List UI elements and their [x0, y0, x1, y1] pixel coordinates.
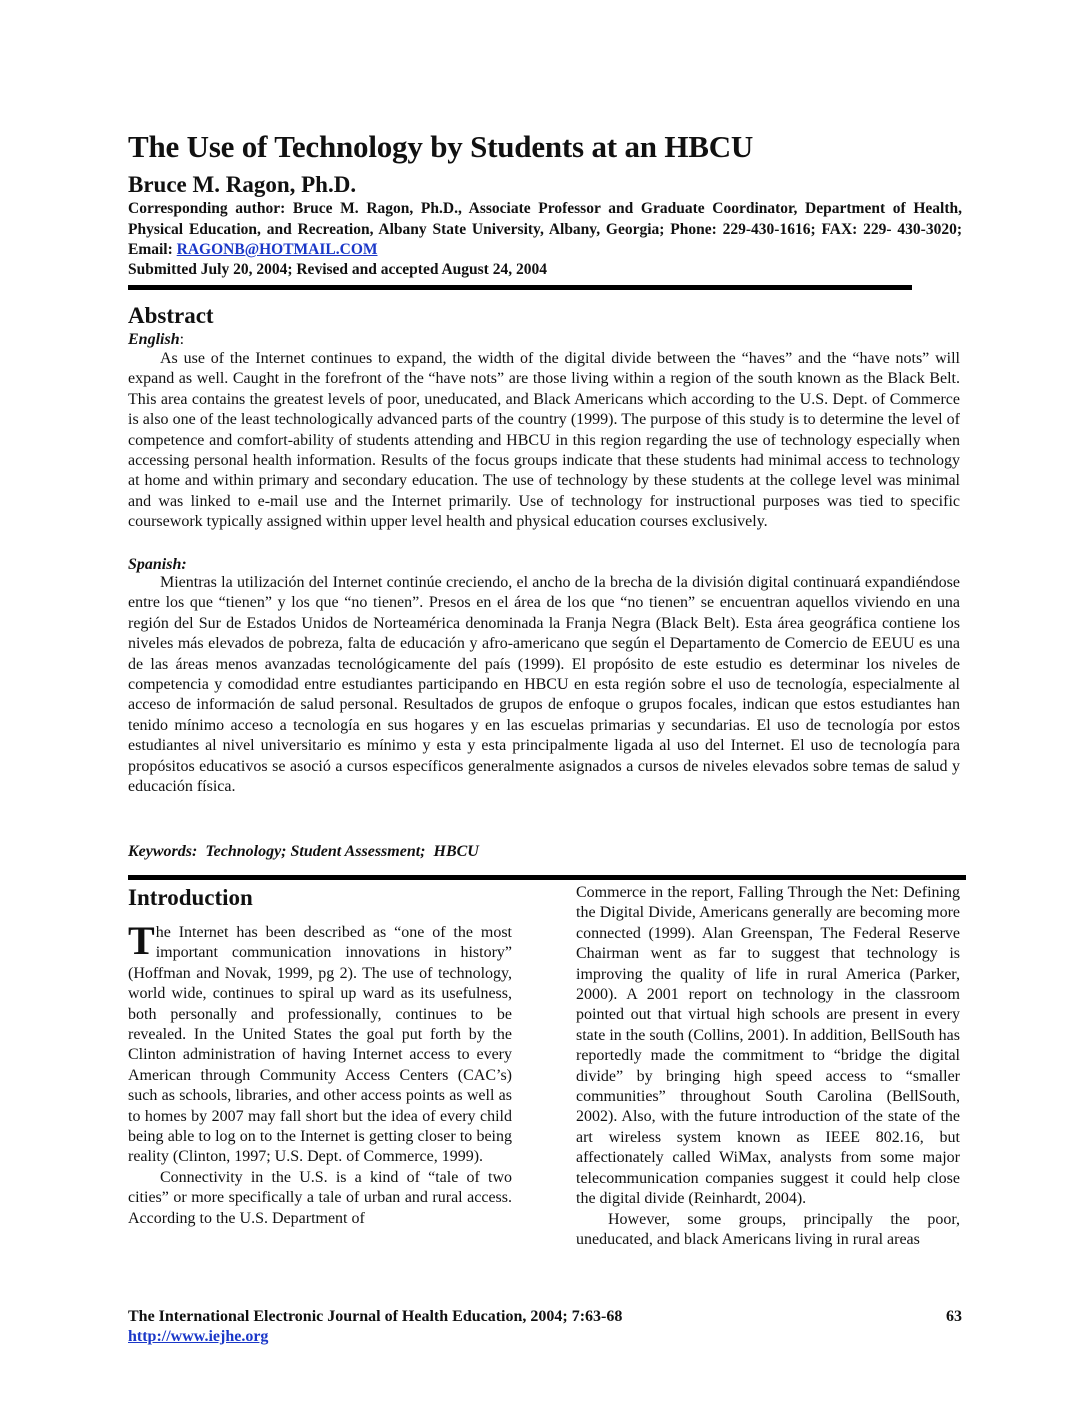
abstract-english: As use of the Internet continues to expand, the width of the digital divide between the “haves” and the “have nots” will expand as well. Caught in the forefront of the “have nots” are those living within a region of the south known as the Black Belt. This area contains the greatest levels of poor, uneducated, and Black Americans which according to the U.S. Dept. of Commerce is also one of the least technologically advanced parts of the country (1999). The purpose of this study is to determine the level of competence and comfort-ability of students attending and HBCU in this region regarding the use of technology especially when accessing personal health information. Results of the focus groups indicate that these students had minimal access to technology at home and within primary and secondary education. The use of technology by these students at the college level was minimal and was linked to e-mail use and the Internet primarily. Use of technology for instructional purposes was tied to specific coursework typically assigned within upper level health and physical education courses exclusively.	[128, 350, 960, 531]
author-email-link[interactable]: RAGONB@HOTMAIL.COM	[176, 241, 378, 258]
english-label-colon: :	[179, 331, 185, 348]
intro-paragraph-2: Connectivity in the U.S. is a kind of “tale of two cities” or more specifically a tale of urban and rural access. According to the U.S. Department of	[128, 1168, 512, 1227]
journal-url-link[interactable]: http://www.iejhe.org	[128, 1328, 269, 1345]
intro-paragraph-1	[128, 918, 512, 1168]
journal-citation: The International Electronic Journal of Health Education, 2004; 7:63-68	[128, 1308, 623, 1325]
drop-cap: T	[128, 918, 155, 963]
page-number: 63	[946, 1308, 962, 1325]
paper-title: The Use of Technology by Students at an HBCU	[128, 129, 754, 164]
intro-paragraph-4: However, some groups, principally the poor, uneducated, and black Americans living in rural areas	[576, 1210, 960, 1248]
abstract-heading: Abstract	[128, 303, 214, 328]
english-label	[128, 330, 184, 350]
section-divider	[128, 875, 966, 880]
intro-paragraph-1-text: he Internet has been described as “one of the most important communication innovations in history” (Hoffman and Novak, 1999, pg 2). The use of technology, world wide, continues to spiral up ward as its usefulness, both personally and professionally, continues to be revealed. In the United States the goal put forth by the Clinton administration of having Internet access to every American through Community Access Centers (CAC’s) such as schools, libraries, and other access points as well as to homes by 2007 may fall short but the idea of every child being able to log on to the Internet is getting closer to being reality (Clinton, 1997; U.S. Dept. of Commerce, 1999).	[128, 924, 512, 1166]
author-name: Bruce M. Ragon, Ph.D.	[128, 172, 357, 197]
intro-left-column	[128, 918, 512, 1229]
intro-paragraph-3: Commerce in the report, Falling Through the Net: Defining the Digital Divide, Americans generally are becoming more connected (1999). Alan Greenspan, The Federal Reserve Chairman went as far to suggest that technology is improving the quality of life in rural America (Parker, 2000). A 2001 report on technology in the classroom pointed out that virtual high schools are present in every state in the south (Collins, 2001). In addition, BellSouth has reportedly made the commitment to “bridge the digital divide” by bringing high speed access to “smaller communities” throughout South Carolina (BellSouth, 2002). Also, with the future introduction of the state of the art wireless system known as IEEE 802.16, but affectionately called WiMax, analysts from some major telecommunication companies suggest it could help close the digital divide (Reinhardt, 2004).	[576, 884, 960, 1208]
section-divider	[128, 285, 912, 290]
corresponding-author	[128, 199, 962, 261]
abstract-spanish: Mientras la utilización del Internet continúe creciendo, el ancho de la brecha de la división digital continuará expandiéndose entre los que “tienen” y los que “no tienen”. Presos en el área de los que “no tienen” se encuentran aquellos viviendo en una región del Sur de Estados Unidos de Norteamérica denominada la Franja Negra (Black Belt). Esta área geográfica contiene los niveles más elevados de pobreza, falta de educación y afro-americano que según el Departamento de Comercio de EEUU es una de las áreas menos avanzadas tecnológicamente del país (1999). El propósito de este estudio es determinar los niveles de competencia y comodidad entre estudiantes participando en HBCU en esta región sobre el uso de tecnología, especialmente al acceso de información de salud personal. Resultados de grupos de enfoque o grupos focales, indican que estos estudiantes han tenido mínimo acceso a tecnología en sus hogares y en las escuelas primarias y secundarias. El uso de tecnología por estos estudiantes al nivel universitario es mínimo y esta y esta principalmente ligada al uso del Internet. El uso de tecnología para propósitos educativos se asoció a cursos específicos generalmente asignados a cursos de niveles elevados sobre temas de salud y educación física.	[128, 574, 960, 796]
intro-right-column	[576, 883, 960, 1250]
spanish-label: Spanish:	[128, 556, 187, 573]
english-label-text: English	[128, 331, 180, 348]
corresponding-author-text: Corresponding author: Bruce M. Ragon, Ph.D., Associate Professor and Graduate Coordinator, Department of Health, Physical Education, and Recreation, Albany State University, Albany, Georgia; Phone: 229-430-1616; FAX: 229- 430-3020; Email:	[128, 200, 962, 258]
page-footer	[128, 1307, 962, 1327]
submission-dates: Submitted July 20, 2004; Revised and accepted August 24, 2004	[128, 261, 547, 278]
introduction-heading: Introduction	[128, 885, 253, 910]
keywords: Keywords: Technology; Student Assessment; HBCU	[128, 843, 479, 860]
